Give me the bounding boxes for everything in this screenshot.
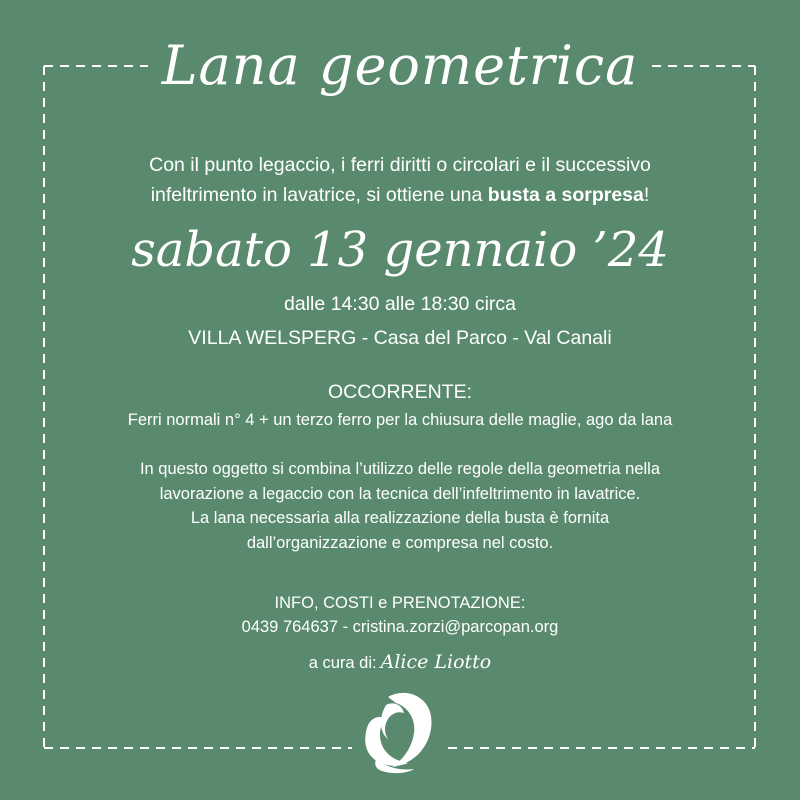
- event-title: Lana geometrica: [0, 34, 800, 97]
- description-line: lavorazione a legaccio con la tecnica dell’infeltrimento in lavatrice.: [159, 484, 641, 503]
- intro-highlight: busta a sorpresa: [487, 184, 644, 206]
- requirements-text: Ferri normali n° 4 + un terzo ferro per la chiusura delle maglie, ago da lana: [127, 411, 673, 429]
- intro-line-1: Con il punto legaccio, i ferri diritti o circolari e il successivo: [149, 154, 651, 176]
- info-heading: INFO, COSTI e PRENOTAZIONE:: [274, 594, 526, 612]
- intro-text: [0, 150, 800, 210]
- info-contact[interactable]: 0439 764637 - cristina.zorzi@parcopan.org: [241, 618, 559, 636]
- curator-label: a cura di:: [308, 654, 377, 672]
- event-time: dalle 14:30 alle 18:30 circa: [284, 293, 516, 315]
- description-line: dall’organizzazione e compresa nel costo.: [246, 533, 554, 552]
- description: [0, 457, 800, 555]
- park-logo-icon: [358, 685, 442, 775]
- description-line: La lana necessaria alla realizzazione della busta è fornita: [190, 509, 610, 527]
- curator-name: Alice Liotto: [380, 651, 492, 673]
- event-date: sabato 13 gennaio ’24: [131, 222, 669, 278]
- requirements-heading: OCCORRENTE:: [327, 381, 473, 403]
- curator-line: [0, 651, 800, 673]
- description-line: In questo oggetto si combina l’utilizzo delle regole della geometria nella: [139, 460, 661, 478]
- event-location: VILLA WELSPERG - Casa del Parco - Val Canali: [188, 327, 612, 349]
- intro-line-2: infeltrimento in lavatrice, si ottiene una busta a sorpresa!: [150, 184, 650, 206]
